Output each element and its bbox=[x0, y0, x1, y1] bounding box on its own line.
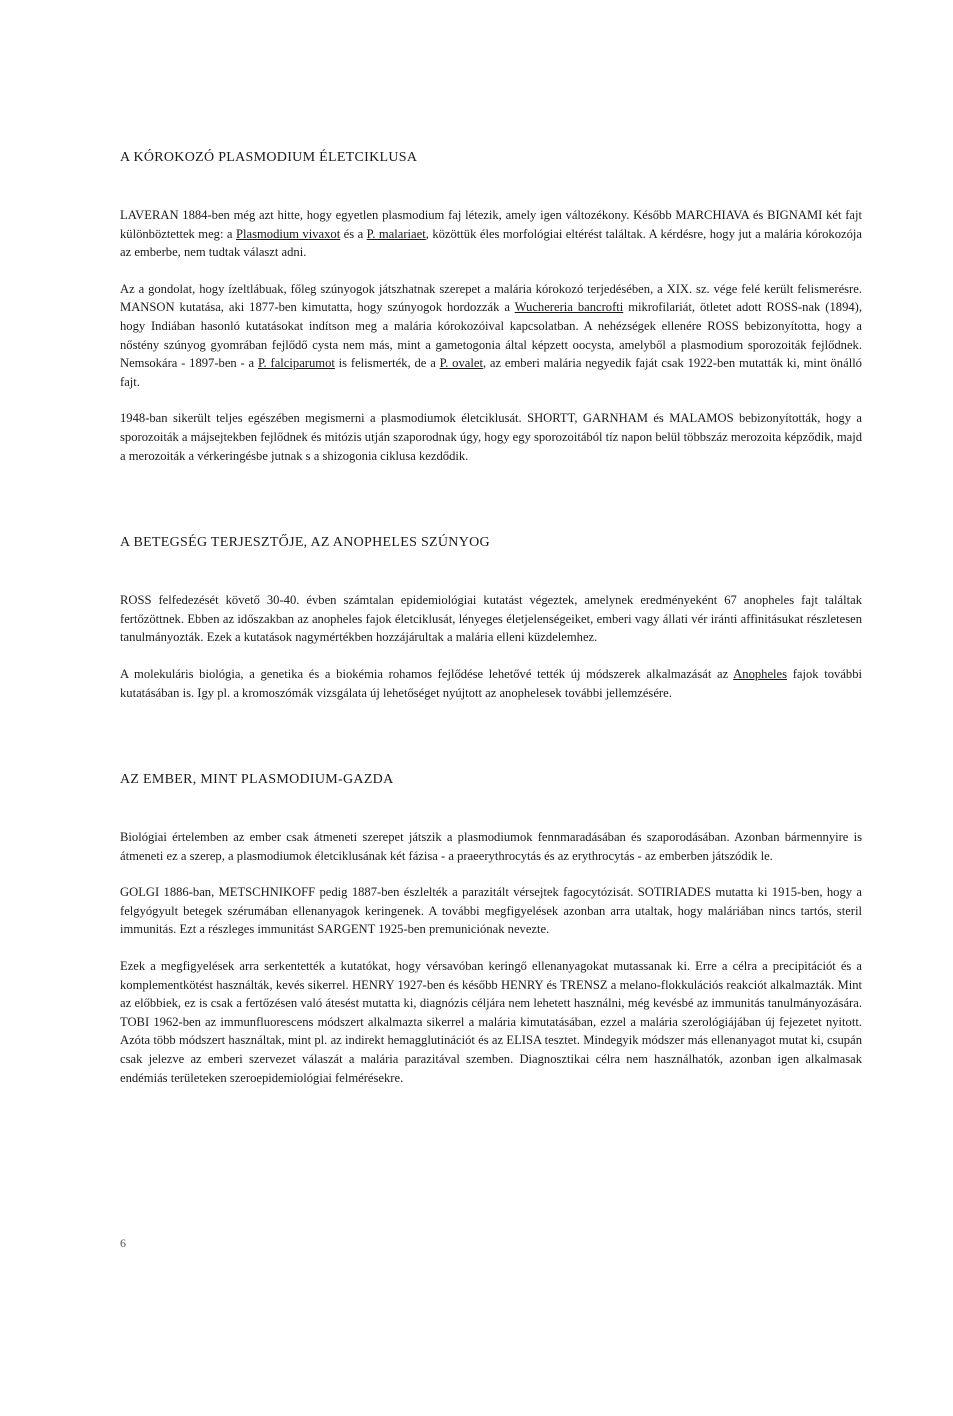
underlined-genus: Anopheles bbox=[733, 666, 788, 681]
paragraph-1 bbox=[120, 206, 862, 262]
paragraph-2 bbox=[120, 280, 862, 392]
paragraph-3: 1948-ban sikerült teljes egészében megismerni a plasmodiumok életciklusát. SHORTT, GARNHAM és MALAMOS bebizonyították, hogy a sporozoiták a májsejtekben fejlődnek és mitózis utján szaporodnak úgy, hogy egy sporozoitából tíz napon belül többszáz merozoita képződik, majd a merozoiták a vérkeringésbe jutnak s a shizogonia ciklusa kezdődik. bbox=[120, 411, 863, 463]
paragraph-6: Biológiai értelemben az ember csak átmeneti szerepet játszik a plasmodiumok fennmaradásában és szaporodásában. Azonban bármennyire is átmeneti ez a szerep, a plasmodiumok életciklusának két fázisa - a praeerythrocytás és az erythrocytás - az emberben játszódik le. bbox=[120, 830, 862, 863]
text-run: mikrofilariát, ötletet adott ROSS-nak (1894), hogy Indiában hasonló kutatásokat indítson meg a malária kórokozóival kapcsolatban. A nehézségek ellenére ROSS bebizonyította, hogy a nőstény szúnyog gyomrában fejlődő cysta nem más, mint a gametogonia által képzett oocysta, amelyből a plasmodium sporozoiták fejlődnek. Nemsokára - 1897-ben - a bbox=[120, 300, 863, 371]
text-run: Az a gondolat, hogy ízeltlábuak, főleg szúnyogok játszhatnak szerepet a malária kórokozó terjedésében, a XIX. sz. vége felé került felismerésre. MANSON kutatása, aki 1877-ben kimutatta, hogy szúnyogok hordozzák a bbox=[120, 281, 862, 315]
page-number: 6 bbox=[120, 1236, 126, 1250]
underlined-species: Wuchereria bancrofti bbox=[514, 300, 624, 315]
text-run: és a bbox=[340, 226, 367, 241]
text-run: , közöttük éles morfológiai eltérést találtak. A kérdésre, hogy jut a malária kórokozója az emberbe, nem tudtak választ adni. bbox=[120, 226, 862, 260]
paragraph-5 bbox=[120, 665, 862, 702]
underlined-species: P. falciparumot bbox=[257, 356, 335, 371]
text-run: is felismerték, de a bbox=[334, 356, 440, 371]
section-gap bbox=[120, 483, 862, 535]
text-run: , az emberi malária negyedik faját csak 1922-ben mutatták ki, mint önálló fajt. bbox=[120, 356, 862, 389]
text-run: fajok további kutatásában is. Igy pl. a kromoszómák vizsgálata új lehetőséget nyújtott az anophelesek további jellemzésére. bbox=[120, 666, 862, 700]
underlined-species: P. malariaet bbox=[366, 226, 426, 241]
section-title-human-host: AZ EMBER, MINT PLASMODIUM-GAZDA bbox=[120, 772, 394, 788]
underlined-species: P. ovalet bbox=[439, 356, 483, 371]
document-page bbox=[120, 150, 862, 1105]
section-gap bbox=[120, 720, 862, 772]
text-run: LAVERAN 1884-ben még azt hitte, hogy egyetlen plasmodium faj létezik, amely igen változékony. Később MARCHIAVA és BIGNAMI két fajt különböztettek meg: a bbox=[120, 208, 862, 241]
paragraph-4: ROSS felfedezését követő 30-40. évben számtalan epidemiológiai kutatást végeztek, amelynek eredményeként 67 anopheles fajt találtak fertőzöttnek. Ebben az időszakban az anopheles fajok életciklusát, lényeges életjelenségeiket, emberi vagy állati vér iránti affinitásukat részletesen tanulmányozták. Ezek a kutatások nagymértékben hozzájárultak a malária elleni küzdelemhez. bbox=[120, 593, 862, 645]
paragraph-7: GOLGI 1886-ban, METSCHNIKOFF pedig 1887-ben észlelték a parazitált vérsejtek fagocytózisát. SOTIRIADES mutatta ki 1915-ben, hogy a felgyógyult betegek szérumában ellenanyagok keringenek. A további megfigyelések azonban arra utaltak, hogy maláriában nincs tartós, steril immunitás. Ezt a részleges immunitást SARGENT 1925-ben premuniciónak nevezte. bbox=[120, 885, 862, 937]
paragraph-8: Ezek a megfigyelések arra serkentették a kutatókat, hogy vérsavóban keringő ellenanyagokat mutassanak ki. Erre a célra a precipitációt és a komplementkötést használták, kevés sikerrel. HENRY 1927-ben és később HENRY és TRENSZ a melano-flokkulációs reakciót alkalmazták. Mint az előbbiek, ez is csak a fertőzésen való átesést mutatta ki, diagnózis céljára nem lehetett használni, még kevésbé az immunitás tanulmányozására. TOBI 1962-ben az immunfluorescens módszert alkalmazta sikerrel a malária kimutatásában, ezzel a malária szerológiájában új fejezetet nyitott. Azóta több módszert használtak, mint pl. az indirekt hemagglutinációt és az ELISA tesztet. Mindegyik módszer más ellenanyagot mutat ki, csupán csak jelezve az emberi szervezet válaszát a malária parazitával szemben. Diagnosztikai célra nem használhatók, azonban igen alkalmasak endémiás területeken szeroepidemiológiai felmérésekre. bbox=[120, 959, 862, 1085]
underlined-species: Plasmodium vivaxot bbox=[235, 226, 341, 241]
text-run: A molekuláris biológia, a genetika és a biokémia rohamos fejlődése lehetővé tették új módszerek alkalmazását az bbox=[120, 666, 734, 681]
section-title-anopheles: A BETEGSÉG TERJESZTŐJE, AZ ANOPHELES SZÚNYOG bbox=[120, 535, 490, 551]
section-title-plasmodium-lifecycle: A KÓROKOZÓ PLASMODIUM ÉLETCIKLUSA bbox=[120, 150, 418, 165]
